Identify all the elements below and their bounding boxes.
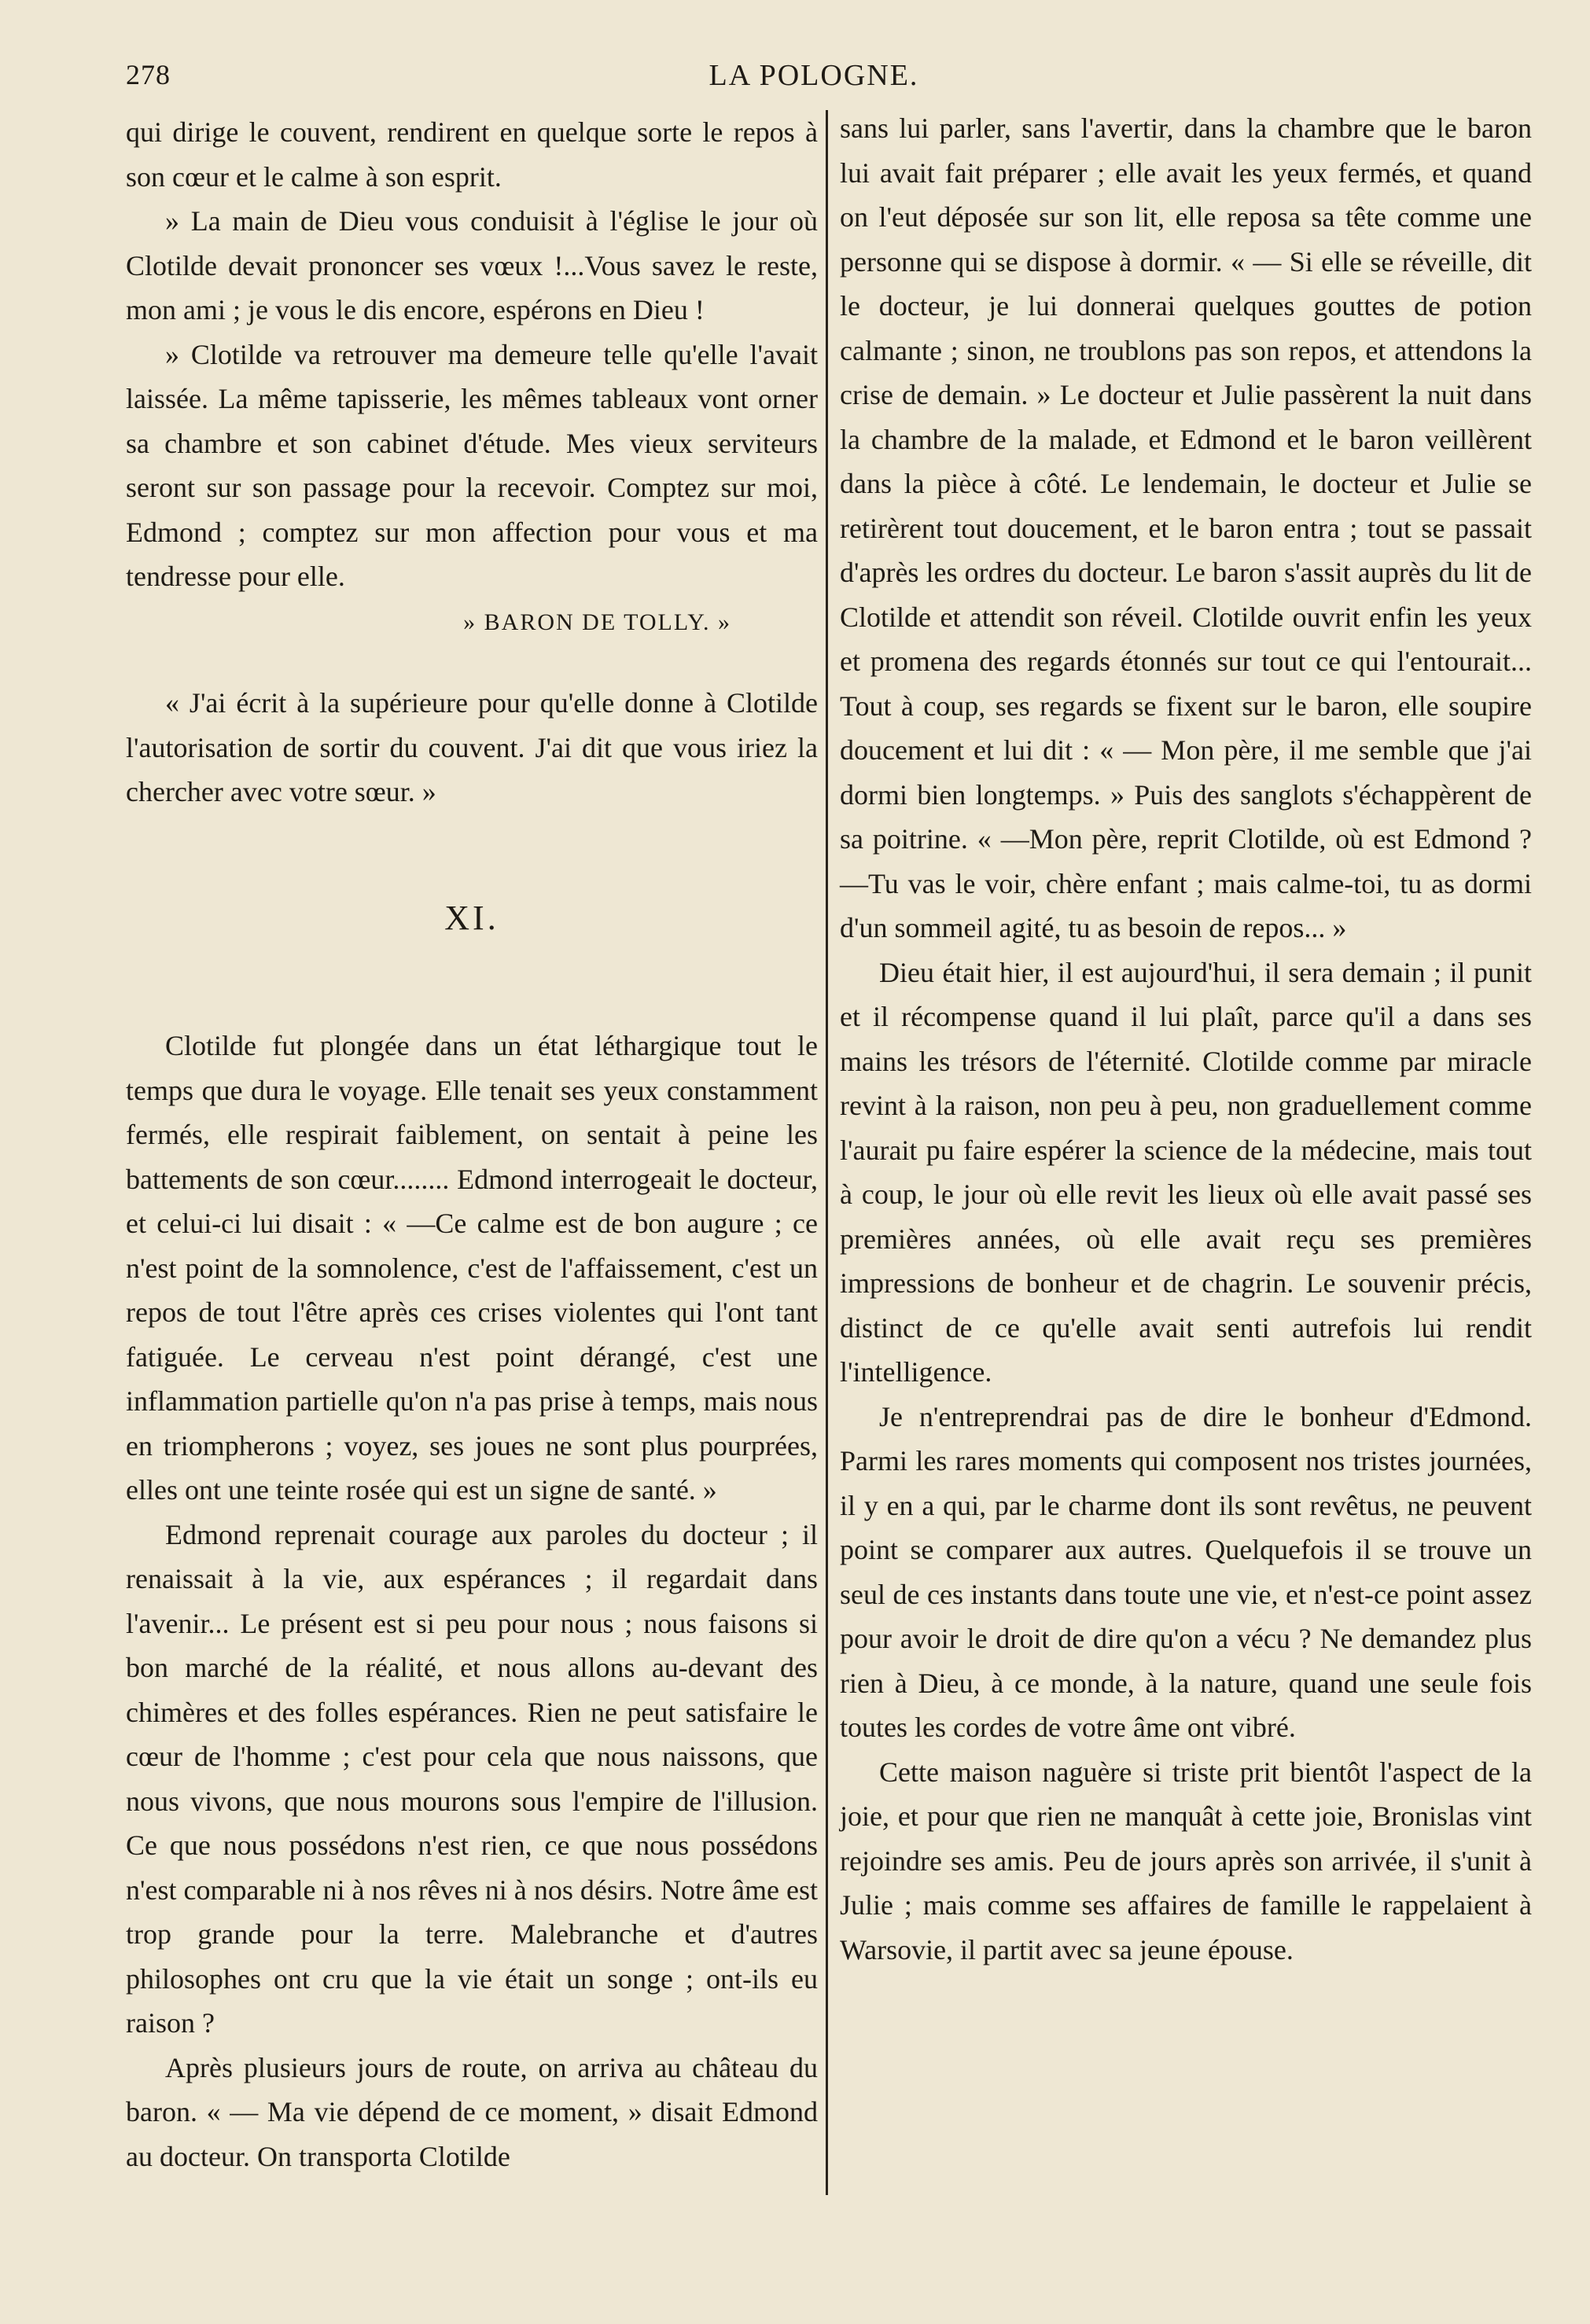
page-number: 278 [126,59,171,90]
paragraph: » Clotilde va retrouver ma demeure telle qu'elle l'avait laissée. La même tapisserie, les mêmes tableaux vont orner sa chambre et son cabinet d'étude. Mes vieux serviteurs seront sur son passage pour la recevoir. Comptez sur moi, Edmond ; comptez sur mon affection pour vous et ma tendresse pour elle. [126,338,818,592]
running-title: LA POLOGNE. [709,59,919,92]
page-header [126,58,1502,105]
paragraph: sans lui parler, sans l'avertir, dans la chambre que le baron lui avait fait préparer ; elle avait les yeux fermés, et quand on l'eut déposée sur son lit, elle reposa sa tête comme une personne qui se dispose à dormir. « — Si elle se réveille, dit le docteur, je lui donnerai quelques gouttes de potion calmante ; sinon, ne troublons pas son repos, et attendons la crise de demain. » Le docteur et Julie passèrent la nuit dans la chambre de la malade, et Edmond et le baron veillèrent dans la pièce à côté. Le lendemain, le docteur et Julie se retirèrent tout doucement, et le baron entra ; tout se passait d'après les ordres du docteur. Le baron s'assit auprès du lit de Clotilde et attendit son réveil. Clotilde ouvrit enfin les yeux et promena des regards étonnés sur tout ce qui l'entourait... Tout à coup, ses regards se fixent sur le baron, elle soupire doucement et lui dit : « — Mon père, il me semble que j'ai dormi bien longtemps. » Puis des sanglots s'échappèrent de sa poitrine. « —Mon père, reprit Clotilde, où est Edmond ?—Tu vas le voir, chère enfant ; mais calme-toi, tu as dormi d'un sommeil agité, tu as besoin de repos... » [840,112,1532,943]
paragraph: qui dirige le couvent, rendirent en quelque sorte le repos à son cœur et le calme à son esprit. [126,116,818,193]
section-heading: XI. [444,898,499,937]
spacer [126,645,818,681]
paragraph: Cette maison naguère si triste prit bientôt l'aspect de la joie, et pour que rien ne manquât à cette joie, Bronislas vint rejoindre ses amis. Peu de jours après son arrivée, il s'unit à Julie ; mais comme ses affaires de famille le rappelaient à Warsovie, il partit avec sa jeune épouse. [840,1756,1532,1965]
paragraph: Dieu était hier, il est aujourd'hui, il sera demain ; il punit et il récompense quand il lui plaît, parce qu'il a dans ses mains les trésors de l'éternité. Clotilde comme par miracle revint à la raison, non peu à peu, non graduellement comme l'aurait pu faire espérer la science de la médecine, mais tout à coup, le jour où elle revit les lieux où elle avait passé ses premières années, où elle avait reçu ses premières impressions de bonheur et de chagrin. Le souvenir précis, distinct de ce qu'elle avait senti autrefois lui rendit l'intelligence. [840,956,1532,1388]
paragraph: Après plusieurs jours de route, on arriva au château du baron. « — Ma vie dépend de ce moment, » disait Edmond au docteur. On transporta Clotilde [126,2051,818,2172]
left-column [126,110,818,2179]
paragraph: Edmond reprenait courage aux paroles du docteur ; il renaissait à la vie, aux espérances ; il regardait dans l'avenir... Le présent est si peu pour nous ; nous faisons si bon marché de la réalité, et nous allons au-devant des chimères et des folles espérances. Rien ne peut satisfaire le cœur de l'homme ; c'est pour cela que nous naissons, que nous vivons, que nous mourons sous l'empire de l'illusion. Ce que nous possédons n'est rien, ce que nous possédons n'est comparable ni à nos rêves ni à nos désirs. Notre âme est trop grande pour la terre. Malebranche et d'autres philosophes ont cru que la vie était un songe ; ont-ils eu raison ? [126,1518,818,2039]
right-column [840,106,1532,1972]
paragraph: Clotilde fut plongée dans un état léthargique tout le temps que dura le voyage. Elle tenait ses yeux constamment fermés, elle respirait faiblement, on sentait à peine les battements de son cœur........ Edmond interrogeait le docteur, et celui-ci lui disait : « —Ce calme est de bon augure ; ce n'est point de la somnolence, c'est de l'affaissement, c'est un repos de tout l'être après ces crises violentes qui l'ont tant fatiguée. Le cerveau n'est point dérangé, c'est une inflammation partielle qu'on n'a pas prise à temps, mais nous en triompherons ; voyez, ses joues ne sont plus pourprées, elles ont une teinte rosée qui est un signe de santé. » [126,1030,818,1506]
paragraph: Je n'entreprendrai pas de dire le bonheur d'Edmond. Parmi les rares moments qui composent nos tristes journées, il y en a qui, par le charme dont ils sont revêtus, ne peuvent point se comparer aux autres. Quelquefois il se trouve un seul de ces instants dans toute une vie, et n'est-ce point assez pour avoir le droit de dire qu'on a vécu ? Ne demandez plus rien à Dieu, à ce monde, à la nature, quand une seule fois toutes les cordes de votre âme ont vibré. [840,1400,1532,1743]
column-divider [826,110,828,2195]
letter-signature: » BARON DE TOLLY. » [463,609,731,635]
paragraph: » La main de Dieu vous conduisit à l'église le jour où Clotilde devait prononcer ses vœux !...Vous savez le reste, mon ami ; je vous le dis encore, espérons en Dieu ! [126,205,818,325]
paragraph: « J'ai écrit à la supérieure pour qu'elle donne à Clotilde l'autorisation de sortir du couvent. J'ai dit que vous iriez la chercher avec votre sœur. » [126,687,818,807]
